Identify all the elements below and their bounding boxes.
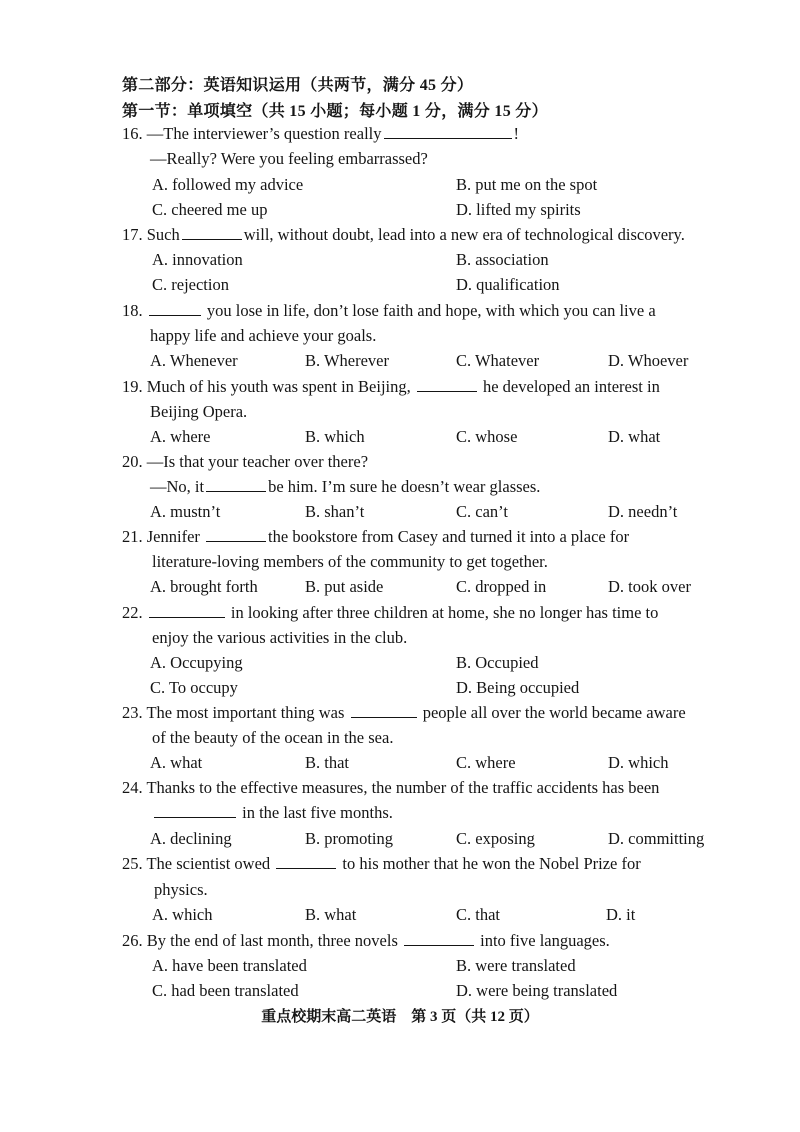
question-20-stem: 20. —Is that your teacher over there? xyxy=(122,452,369,471)
question-17-stem: 17. Such will, without doubt, lead into a new era of technological discovery. xyxy=(122,225,685,244)
question-16-line2: —Really? Were you feeling embarrassed? xyxy=(150,149,428,168)
option-a: A. where xyxy=(150,427,211,446)
section-title: 第一节：单项填空（共 15 小题；每小题 1 分，满分 15 分） xyxy=(122,103,548,120)
option-a: A. what xyxy=(150,753,203,772)
question-22-line2: enjoy the various activities in the club. xyxy=(152,628,408,647)
option-a: A. have been translated xyxy=(152,956,307,975)
answer-blank xyxy=(384,123,512,139)
question-21-line2: literature-loving members of the community to get together. xyxy=(152,552,548,571)
answer-blank xyxy=(149,602,225,618)
option-b: B. Occupied xyxy=(456,653,539,672)
question-18-stem: 18. you lose in life, don’t lose faith and hope, with which you can live a xyxy=(122,301,656,320)
option-a: A. innovation xyxy=(152,250,243,269)
option-b: B. association xyxy=(456,250,549,269)
option-b: B. Wherever xyxy=(305,351,389,370)
option-b: B. put aside xyxy=(305,577,384,596)
option-d: D. took over xyxy=(608,577,691,596)
question-24-stem: 24. Thanks to the effective measures, the number of the traffic accidents has been xyxy=(122,778,660,797)
answer-blank xyxy=(206,526,266,542)
option-d: D. what xyxy=(608,427,661,446)
question-19-line2: Beijing Opera. xyxy=(150,402,248,421)
page-footer: 重点校期末高二英语 第 3 页（共 12 页） xyxy=(261,1009,539,1025)
answer-blank xyxy=(417,376,477,392)
option-d: D. Whoever xyxy=(608,351,689,370)
option-d: D. Being occupied xyxy=(456,678,580,697)
question-26-stem: 26. By the end of last month, three novels into five languages. xyxy=(122,931,610,950)
option-c: C. that xyxy=(456,905,500,924)
option-c: C. had been translated xyxy=(152,981,299,1000)
option-a: A. followed my advice xyxy=(152,175,304,194)
option-d: D. lifted my spirits xyxy=(456,200,581,219)
question-25-line2: physics. xyxy=(154,880,208,899)
question-18-line2: happy life and achieve your goals. xyxy=(150,326,377,345)
option-b: B. were translated xyxy=(456,956,576,975)
option-b: B. that xyxy=(305,753,349,772)
answer-blank xyxy=(206,476,266,492)
option-b: B. shan’t xyxy=(305,502,365,521)
option-c: C. Whatever xyxy=(456,351,540,370)
option-a: A. Occupying xyxy=(150,653,243,672)
question-22-stem: 22. in looking after three children at home, she no longer has time to xyxy=(122,603,659,622)
answer-blank xyxy=(182,224,242,240)
question-24-line2: in the last five months. xyxy=(152,800,393,825)
option-b: B. put me on the spot xyxy=(456,175,598,194)
question-20-line2: —No, it be him. I’m sure he doesn’t wear glasses. xyxy=(150,477,541,496)
answer-blank xyxy=(276,853,336,869)
option-a: A. Whenever xyxy=(150,351,238,370)
option-d: D. qualification xyxy=(456,275,560,294)
option-d: D. committing xyxy=(608,829,705,848)
option-c: C. rejection xyxy=(152,275,229,294)
option-c: C. To occupy xyxy=(150,678,238,697)
question-23-stem: 23. The most important thing was people all over the world became aware xyxy=(122,703,686,722)
option-b: B. promoting xyxy=(305,829,394,848)
option-c: C. whose xyxy=(456,427,518,446)
option-c: C. cheered me up xyxy=(152,200,268,219)
option-b: B. what xyxy=(305,905,357,924)
option-a: A. brought forth xyxy=(150,577,258,596)
option-d: D. were being translated xyxy=(456,981,618,1000)
question-23-line2: of the beauty of the ocean in the sea. xyxy=(152,728,394,747)
option-d: D. it xyxy=(606,905,636,924)
option-c: C. dropped in xyxy=(456,577,547,596)
answer-blank xyxy=(351,702,417,718)
question-25-stem: 25. The scientist owed to his mother that he won the Nobel Prize for xyxy=(122,854,641,873)
option-d: D. which xyxy=(608,753,669,772)
option-a: A. declining xyxy=(150,829,232,848)
answer-blank xyxy=(404,930,474,946)
answer-blank xyxy=(149,300,201,316)
option-a: A. mustn’t xyxy=(150,502,221,521)
question-21-stem: 21. Jennifer the bookstore from Casey and turned it into a place for xyxy=(122,527,630,546)
question-16-stem: 16. —The interviewer’s question really ! xyxy=(122,124,519,143)
option-c: C. exposing xyxy=(456,829,535,848)
option-b: B. which xyxy=(305,427,365,446)
option-a: A. which xyxy=(152,905,213,924)
option-d: D. needn’t xyxy=(608,502,678,521)
option-c: C. can’t xyxy=(456,502,508,521)
question-19-stem: 19. Much of his youth was spent in Beijing, he developed an interest in xyxy=(122,377,660,396)
part-title: 第二部分：英语知识运用（共两节，满分 45 分） xyxy=(122,77,474,94)
answer-blank xyxy=(154,802,236,818)
option-c: C. where xyxy=(456,753,516,772)
